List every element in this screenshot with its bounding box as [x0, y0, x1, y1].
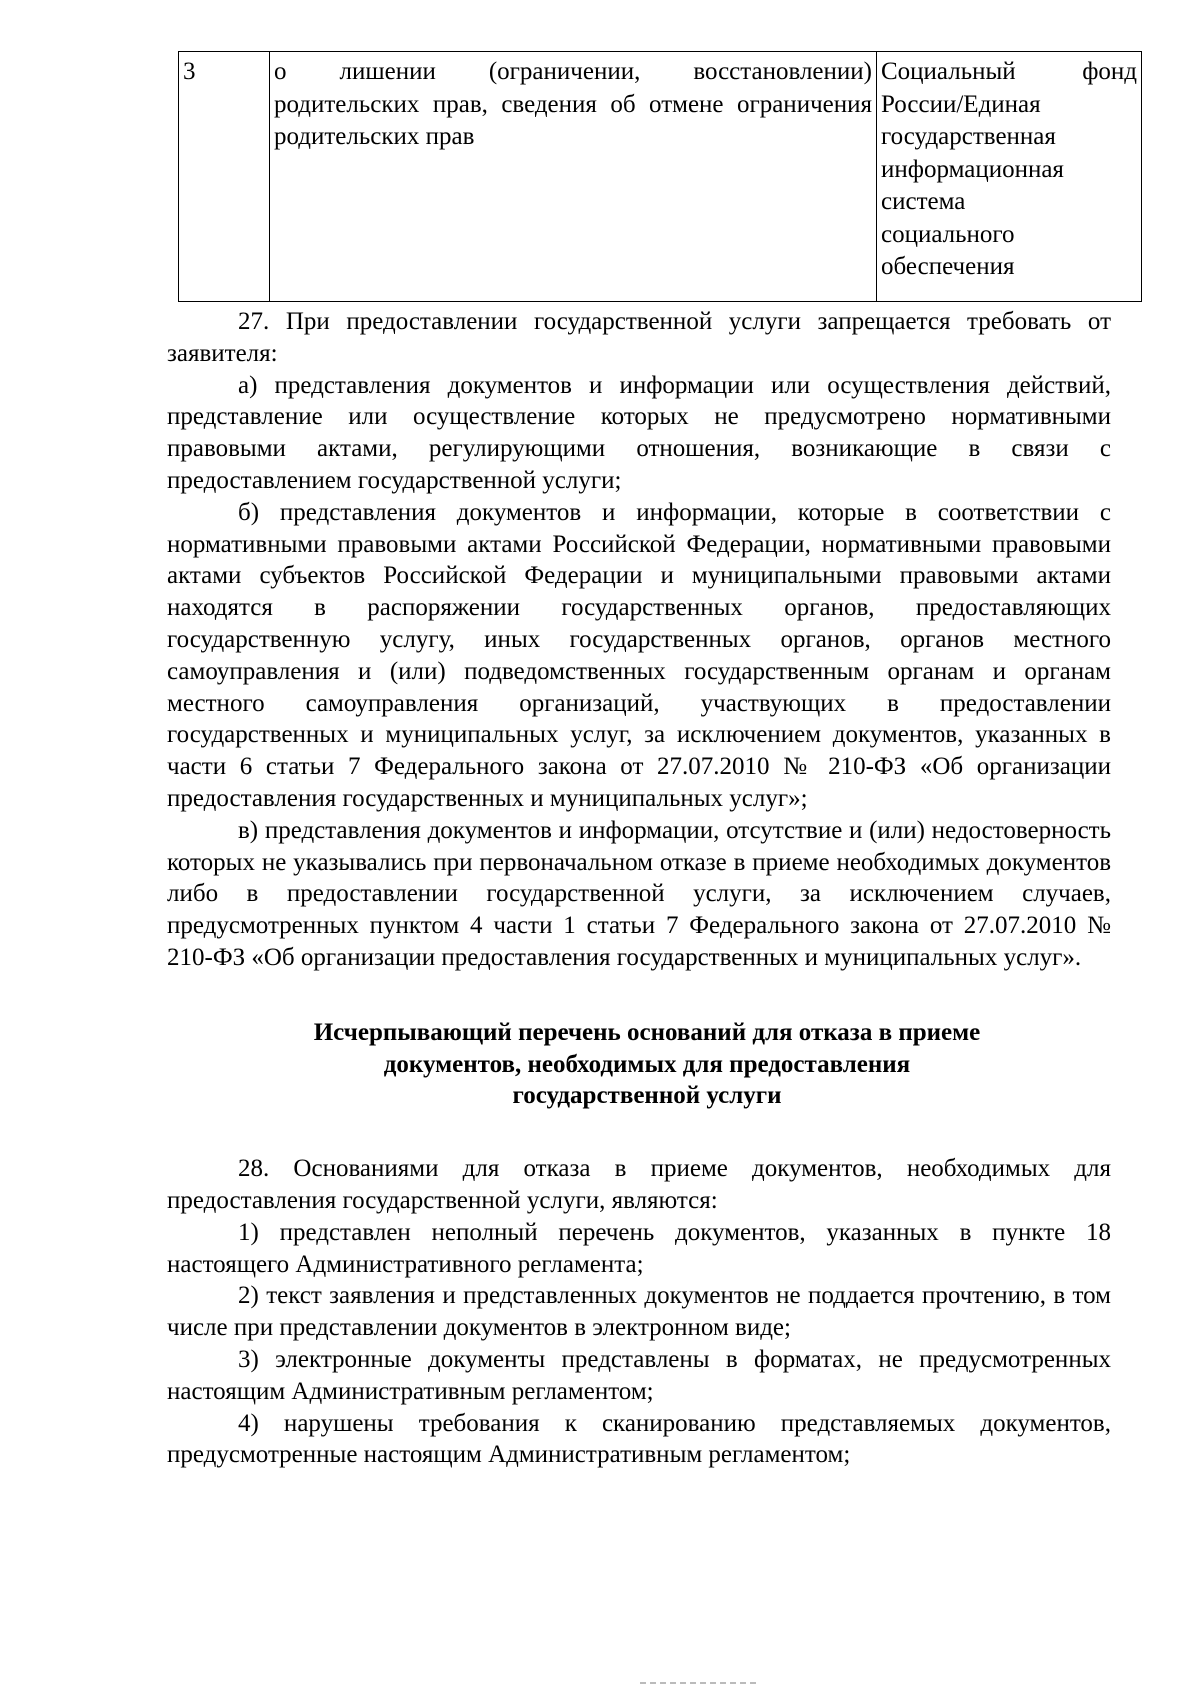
heading-line-3: государственной услуги [512, 1082, 782, 1110]
row-number-cell: 3 [179, 52, 270, 302]
paragraph-27b: б) представления документов и информации, которые в соответствии с нормативными правовыми актами Российской Федерации, нормативными правовыми актами субъектов Российской Федерации и муниципальными правовыми актами находятся в распоряжении государственных органов, предоставляющих государственную услугу, иных государственных органов, органов местного самоуправления и (или) подведомственных государственным органам и органам местного самоуправления организаций, участвующих в предоставлении государственных и муниципальных услуг, за исключением документов, указанных в части 6 статьи 7 Федерального закона от 27.07.2010 № 210-ФЗ «Об организации предоставления государственных и муниципальных услуг»; [167, 498, 1111, 812]
source-word-1b: фонд [1082, 58, 1137, 85]
paragraph-27v: в) представления документов и информации, отсутствие и (или) недостоверность которых не указывались при первоначальном отказе в приеме необходимых документов либо в предоставлении государственной услуги, за исключением случаев, предусмотренных пунктом 4 части 1 статьи 7 Федерального закона от 27.07.2010 № 210-ФЗ «Об организации предоставления государственных и муниципальных услуг». [167, 816, 1111, 971]
heading-line-2: документов, необходимых для предоставления [383, 1050, 911, 1078]
paragraph-27: 27. При предоставлении государственной услуги запрещается требовать от заявителя: [167, 308, 1111, 367]
source-line-5: система [881, 188, 966, 215]
paragraph-28-4: 4) нарушены требования к сканированию представляемых документов, предусмотренные настоящим Административным регламентом; [167, 1409, 1111, 1469]
source-line-1 [881, 56, 1137, 89]
paragraph-28-1: 1) представлен неполный перечень документов, указанных в пункте 18 настоящего Административного регламента; [167, 1218, 1111, 1278]
sources-table [178, 51, 1142, 302]
source-line-4: информационная [881, 155, 1064, 183]
paragraph-28-3: 3) электронные документы представлены в форматах, не предусмотренных настоящим Административным регламентом; [167, 1345, 1111, 1405]
row-source-cell [877, 52, 1142, 302]
source-line-6: социального [881, 220, 1015, 248]
source-line-7: обеспечения [881, 253, 1015, 280]
document-body [167, 306, 1111, 1471]
scan-artifact [640, 1682, 760, 1684]
paragraph-27a: а) представления документов и информации или осуществления действий, представление или осуществление которых не предусмотрено нормативными правовыми актами, регулирующими отношения, возникающие в связи с предоставлением государственной услуги; [167, 371, 1111, 494]
paragraph-28-2: 2) текст заявления и представленных документов не поддается прочтению, в том числе при представлении документов в электронном виде; [167, 1282, 1111, 1342]
paragraph-28: 28. Основаниями для отказа в приеме документов, необходимых для предоставления государственной услуги, являются: [167, 1155, 1111, 1214]
source-word-1a: Социальный [881, 58, 1016, 85]
section-heading [167, 974, 1111, 1153]
source-line-3: государственная [881, 123, 1056, 150]
heading-line-1: Исчерпывающий перечень оснований для отказа в приеме [313, 1018, 981, 1046]
row-description-cell: о лишении (ограничении, восстановлении) родительских прав, сведения об отмене ограничения родительских прав [270, 52, 877, 302]
source-line-2: России/Единая [881, 90, 1041, 118]
table-row [179, 52, 1142, 302]
